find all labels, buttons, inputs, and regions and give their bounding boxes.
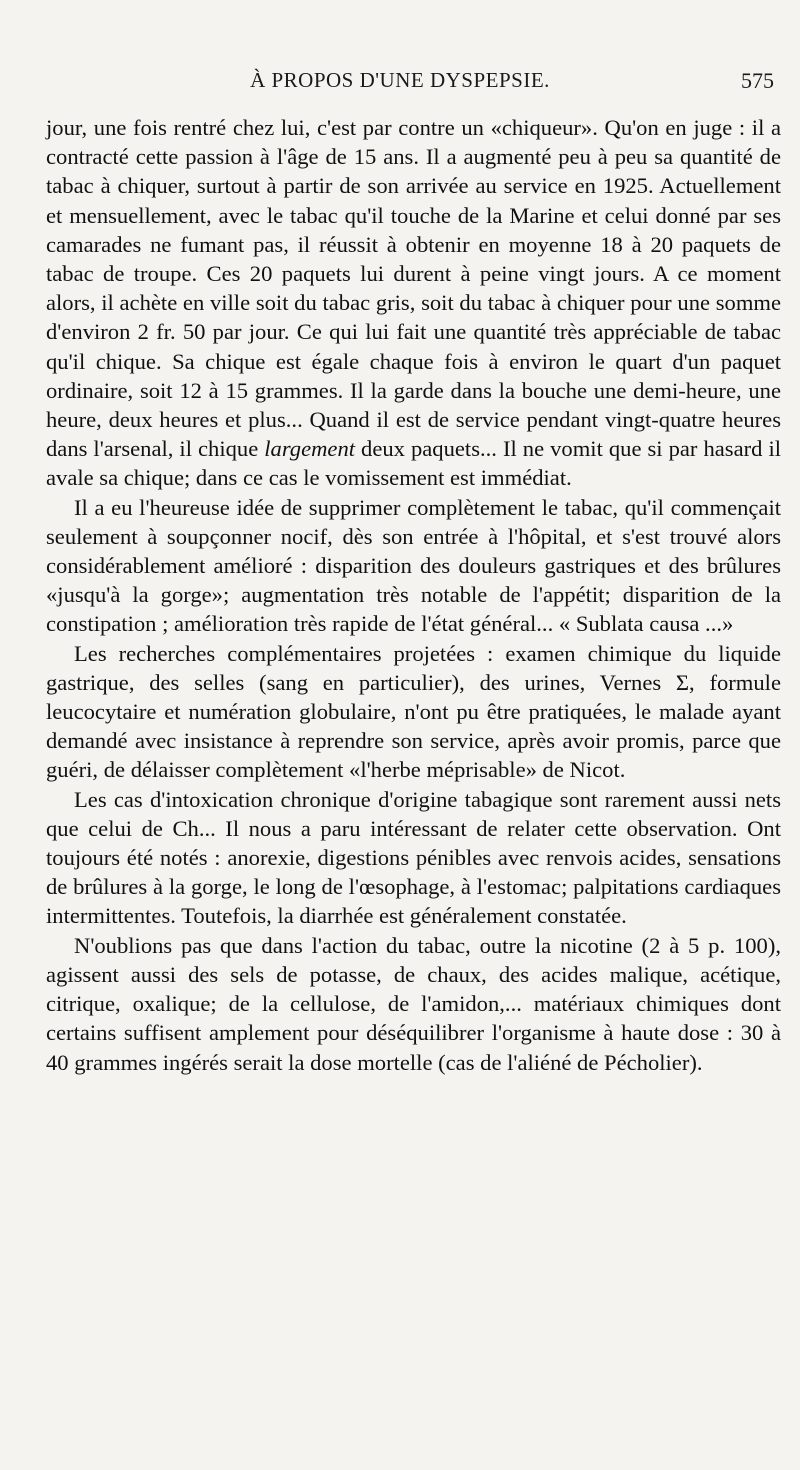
paragraph-2: Il a eu l'heureuse idée de supprimer complètement le tabac, qu'il commençait seulement à soupçonner nocif, dès son entrée à l'hôpital, et s'est trouvé alors considérablement amélioré : disparition des douleurs gastriques et des brûlures «jusqu'à la gorge»; augmentation très notable de l'appétit; disparition de la constipation ; amélioration très rapide de l'état général... « Sublata causa ...» [46,494,781,637]
paragraph-4: Les cas d'intoxication chronique d'origine tabagique sont rarement aussi nets que celui de Ch... Il nous a paru intéressant de relater cette observation. Ont toujours été notés : anorexie, digestions pénibles avec renvois acides, sensations de brûlures à la gorge, le long de l'œsophage, à l'estomac; palpitations cardiaques intermittentes. Toutefois, la diarrhée est généralement constatée. [46,786,781,929]
body-text [46,113,781,1077]
paragraph-1-text-end: deux paquets... Il ne vomit que si par hasard il avale sa chique; dans ce cas le vomissement est immédiat. [46,436,782,491]
running-head [0,64,800,94]
paragraph-5: N'oublions pas que dans l'action du tabac, outre la nicotine (2 à 5 p. 100), agissent aussi des sels de potasse, de chaux, des acides malique, acétique, citrique, oxalique; de la cellulose, de l'amidon,... matériaux chimiques dont certains suffisent amplement pour déséquilibrer l'organisme à haute dose : 30 à 40 grammes ingérés serait la dose mortelle (cas de l'aliéné de Pécholier). [46,932,781,1075]
paragraph-1-text: jour, une fois rentré chez lui, c'est par contre un «chiqueur». Qu'on en juge : il a contracté cette passion à l'âge de 15 ans. Il a augmenté peu à peu sa quantité de tabac à chiquer, surtout à partir de son arrivée au service en 1925. Actuellement et mensuellement, avec le tabac qu'il touche de la Marine et celui donné par ses camarades ne fumant pas, il réussit à obtenir en moyenne 18 à 20 paquets de tabac de troupe. Ces 20 paquets lui durent à peine vingt jours. A ce moment alors, il achète en ville soit du tabac gris, soit du tabac à chiquer pour une somme d'environ 2 fr. 50 par jour. Ce qui lui fait une quantité très appréciable de tabac qu'il chique. Sa chique est égale chaque fois à environ le quart d'un paquet ordinaire, soit 12 à 15 grammes. Il la garde dans la bouche une demi-heure, une heure, deux heures et plus... Quand il est de service pendant vingt-quatre heures dans l'arsenal, il chique [46,115,781,462]
page-number: 575 [741,68,774,93]
paragraph-1 [46,113,781,493]
running-title: À PROPOS D'UNE DYSPEPSIE. [250,68,550,92]
paragraph-3: Les recherches complémentaires projetées : examen chimique du liquide gastrique, des selles (sang en particulier), des urines, Vernes Σ, formule leucocytaire et numération globulaire, n'ont pu être pratiquées, le malade ayant demandé avec insistance à reprendre son service, après avoir promis, parce que guéri, de délaisser complètement «l'herbe méprisable» de Nicot. [46,640,781,783]
paragraph-1-emphasis: largement [264,436,356,462]
